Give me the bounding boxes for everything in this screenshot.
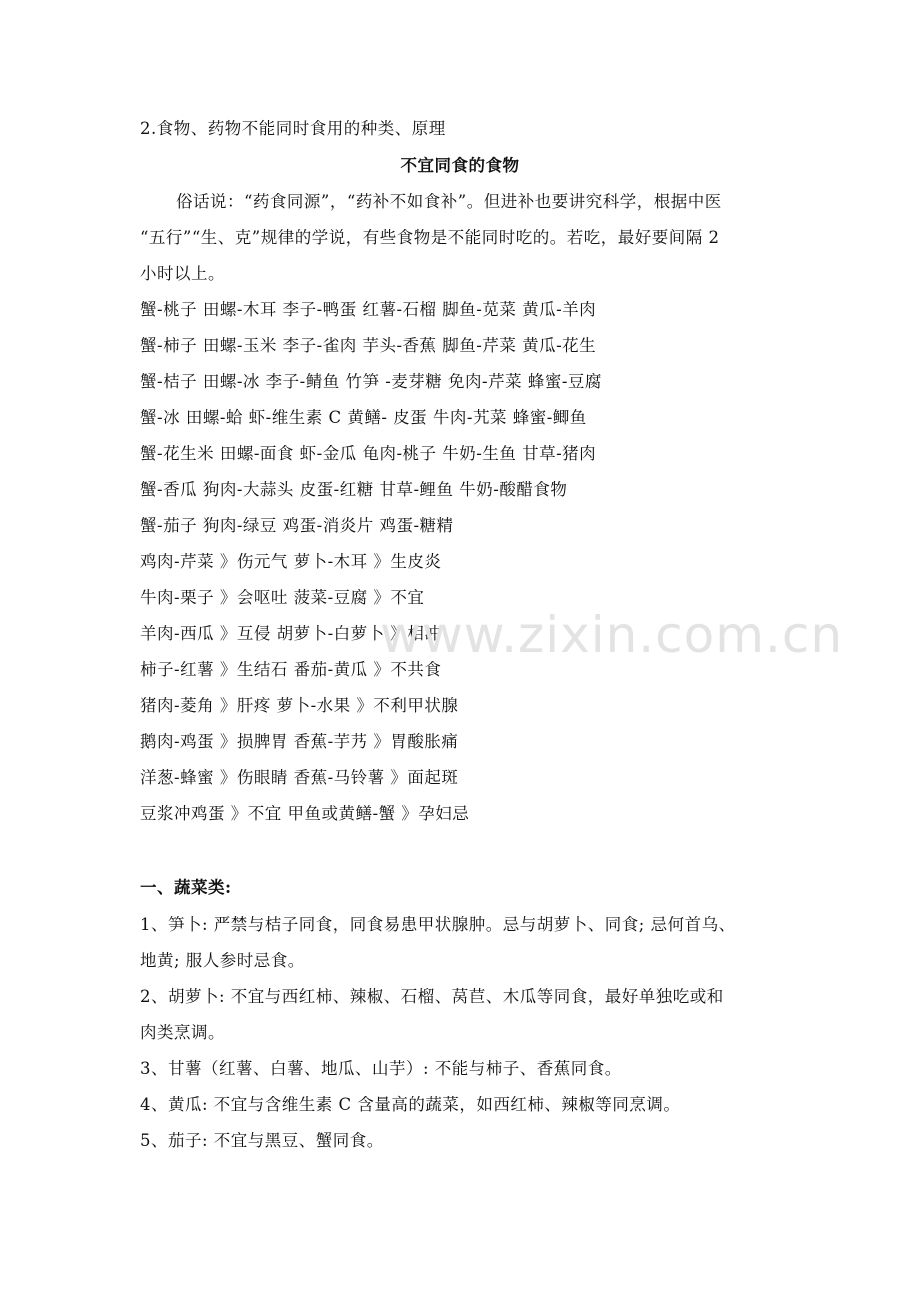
vegetable-section-title: 一、蔬菜类:	[140, 878, 232, 897]
food-pair-line: 豆浆冲鸡蛋 》不宜 甲鱼或黄鳝-蟹 》孕妇忌	[140, 804, 470, 823]
vegetable-item-line: 5、茄子: 不宜与黑豆、蟹同食。	[140, 1131, 384, 1150]
intro-line: “五行”“生、克”规律的学说，有些食物是不能同时吃的。若吃，最好要间隔 2	[140, 228, 720, 247]
food-pair-line: 猪肉-菱角 》肝疼 萝卜-水果 》不利甲状腺	[140, 696, 459, 715]
food-pair-line: 蟹-香瓜 狗肉-大蒜头 皮蛋-红糖 甘草-鲤鱼 牛奶-酸醋食物	[140, 480, 568, 499]
food-pair-line: 蟹-冰 田螺-蛤 虾-维生素 C 黄鳝- 皮蛋 牛肉-艽菜 蜂蜜-鲫鱼	[140, 408, 587, 427]
vegetable-item-line: 2、胡萝卜: 不宜与西红柿、辣椒、石榴、莴苣、木瓜等同食，最好单独吃或和	[140, 987, 724, 1006]
food-pair-line: 蟹-花生米 田螺-面食 虾-金瓜 龟肉-桃子 牛奶-生鱼 甘草-猪肉	[140, 444, 597, 463]
food-pair-line: 蟹-茄子 狗肉-绿豆 鸡蛋-消炎片 鸡蛋-糖精	[140, 516, 454, 535]
food-pair-line: 蟹-柿子 田螺-玉米 李子-雀肉 芋头-香蕉 脚鱼-芹菜 黄瓜-花生	[140, 336, 597, 355]
food-pair-line: 牛肉-栗子 》会呕吐 菠菜-豆腐 》不宜	[140, 588, 425, 607]
food-pair-line: 蟹-桃子 田螺-木耳 李子-鸭蛋 红薯-石榴 脚鱼-苋菜 黄瓜-羊肉	[140, 300, 597, 319]
food-pair-line: 柿子-红薯 》生结石 番茄-黄瓜 》不共食	[140, 660, 442, 679]
page-title: 不宜同食的食物	[400, 156, 520, 175]
food-pair-line: 蟹-桔子 田螺-冰 李子-鲭鱼 竹笋 -麦芽糖 免肉-芹菜 蜂蜜-豆腐	[140, 372, 602, 391]
vegetable-item-line: 地黄; 服人参时忌食。	[140, 951, 305, 970]
food-pair-line: 鸡肉-芹菜 》伤元气 萝卜-木耳 》生皮炎	[140, 552, 442, 571]
vegetable-item-line: 肉类烹调。	[140, 1023, 225, 1042]
food-pair-line: 洋葱-蜂蜜 》伤眼睛 香蕉-马铃薯 》面起斑	[140, 768, 459, 787]
section-heading: 2.食物、药物不能同时食用的种类、原理	[140, 119, 446, 138]
vegetable-item-line: 3、甘薯（红薯、白薯、地瓜、山芋）: 不能与柿子、香蕉同食。	[140, 1059, 622, 1078]
intro-line: 小时以上。	[140, 264, 225, 283]
vegetable-item-line: 4、黄瓜: 不宜与含维生素 C 含量高的蔬菜，如西红柿、辣椒等同烹调。	[140, 1095, 681, 1114]
food-pair-line: 鹅肉-鸡蛋 》损脾胃 香蕉-芋艿 》胃酸胀痛	[140, 732, 459, 751]
intro-line: 俗话说：“药食同源”，“药补不如食补”。但进补也要讲究科学，根据中医	[176, 192, 722, 211]
food-pair-line: 羊肉-西瓜 》互侵 胡萝卜-白萝卜 》相冲	[140, 624, 442, 643]
vegetable-item-line: 1、笋卜: 严禁与桔子同食，同食易患甲状腺肿。忌与胡萝卜、同食; 忌何首乌、	[140, 915, 736, 934]
watermark: www.zixin.com.cn	[380, 606, 844, 664]
